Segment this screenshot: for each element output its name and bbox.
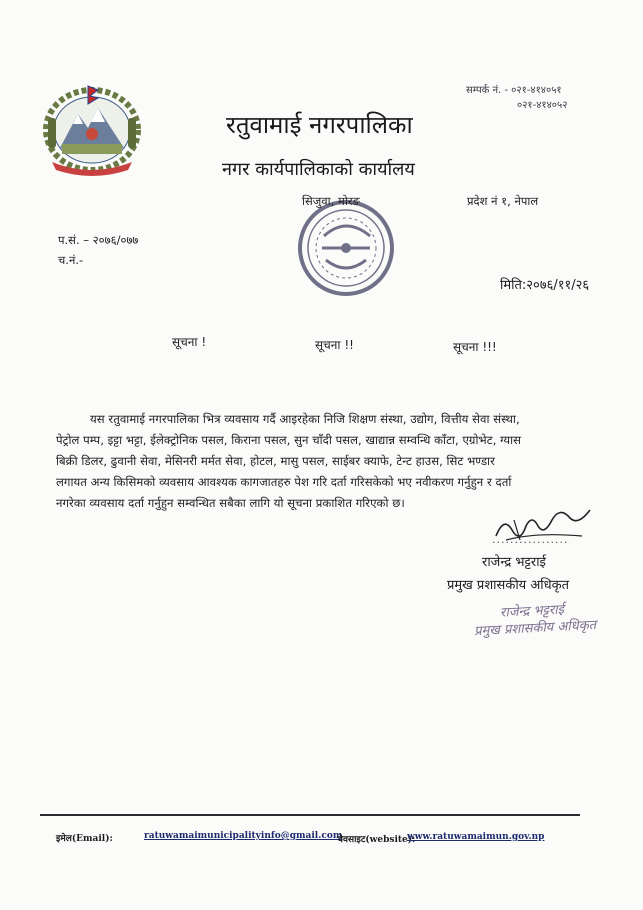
seal-stamp-name: राजेन्द्र भट्टराई — [499, 602, 565, 621]
body-line-5: नगरेका व्यवसाय दर्ता गर्नुहुन सम्वन्धित सबैका लागि यो सूचना प्रकाशित गरिएको छ। — [56, 496, 405, 510]
signatory-title: प्रमुख प्रशासकीय अधिकृत — [447, 578, 570, 593]
office-stamp-icon — [294, 196, 398, 300]
province-text: प्रदेश नं १, नेपाल — [467, 194, 539, 208]
footer-divider — [40, 814, 580, 816]
body-line-1: यस रतुवामाई नगरपालिका भित्र व्यवसाय गर्दै आइरहेका निजि शिक्षण संस्था, उद्योग, वित्तीय सेवा संस्था, — [90, 412, 520, 426]
contact-number-2: ०२१-४१४०५२ — [517, 100, 568, 111]
body-line-2: पेट्रोल पम्प, इट्टा भट्टा, ईलेक्ट्रोनिक पसल, किराना पसल, सुन चाँदी पसल, खाद्यान्न सम्वन्धि काँटा, एग्रोभेट, ग्यास — [56, 433, 522, 447]
reference-number: प.सं. – २०७६/०७७ — [58, 233, 139, 247]
dispatch-number: च.नं.- — [58, 253, 84, 267]
signature-mark — [486, 496, 596, 556]
nepal-emblem-icon — [38, 78, 146, 178]
contact-number-1: सम्पर्क नं. - ०२१-४१४०५१ — [466, 85, 562, 96]
website-label: वेवसाइट(website): — [338, 835, 416, 845]
office-address: सिजुवा, मोरङ — [302, 194, 360, 208]
signature-line: ................. — [492, 533, 569, 546]
notice-heading-2: सूचना !! — [315, 338, 354, 352]
notice-heading-1: सूचना ! — [172, 335, 207, 349]
body-line-3: बिक्री डिलर, ढुवानी सेवा, मेसिनरी मर्मत सेवा, होटल, मासु पसल, साईबर क्याफे, टेन्ट हाउस, सिट भण्डार — [56, 454, 495, 468]
notice-date: मिति:२०७६/११/२६ — [500, 278, 590, 293]
body-line-4: लगायत अन्य किसिमको व्यवसाय आवश्यक कागजातहरु पेश गरि दर्ता गरिसकेको भए नवीकरण गर्नुहुन र दर्ता — [56, 475, 512, 489]
seal-stamp-title: प्रमुख प्रशासकीय अधिकृत — [473, 617, 597, 640]
email-link[interactable]: ratuwamaimunicipalityinfo@gmail.com — [144, 831, 343, 841]
signatory-name: राजेन्द्र भट्टराई — [482, 555, 546, 570]
office-title: नगर कार्यपालिकाको कार्यालय — [222, 159, 415, 180]
website-link[interactable]: www.ratuwamaimun.gov.np — [407, 832, 545, 842]
notice-heading-3: सूचना !!! — [453, 340, 497, 354]
organization-title: रतुवामाई नगरपालिका — [226, 111, 413, 139]
email-label: इमेल(Email): — [56, 834, 113, 844]
